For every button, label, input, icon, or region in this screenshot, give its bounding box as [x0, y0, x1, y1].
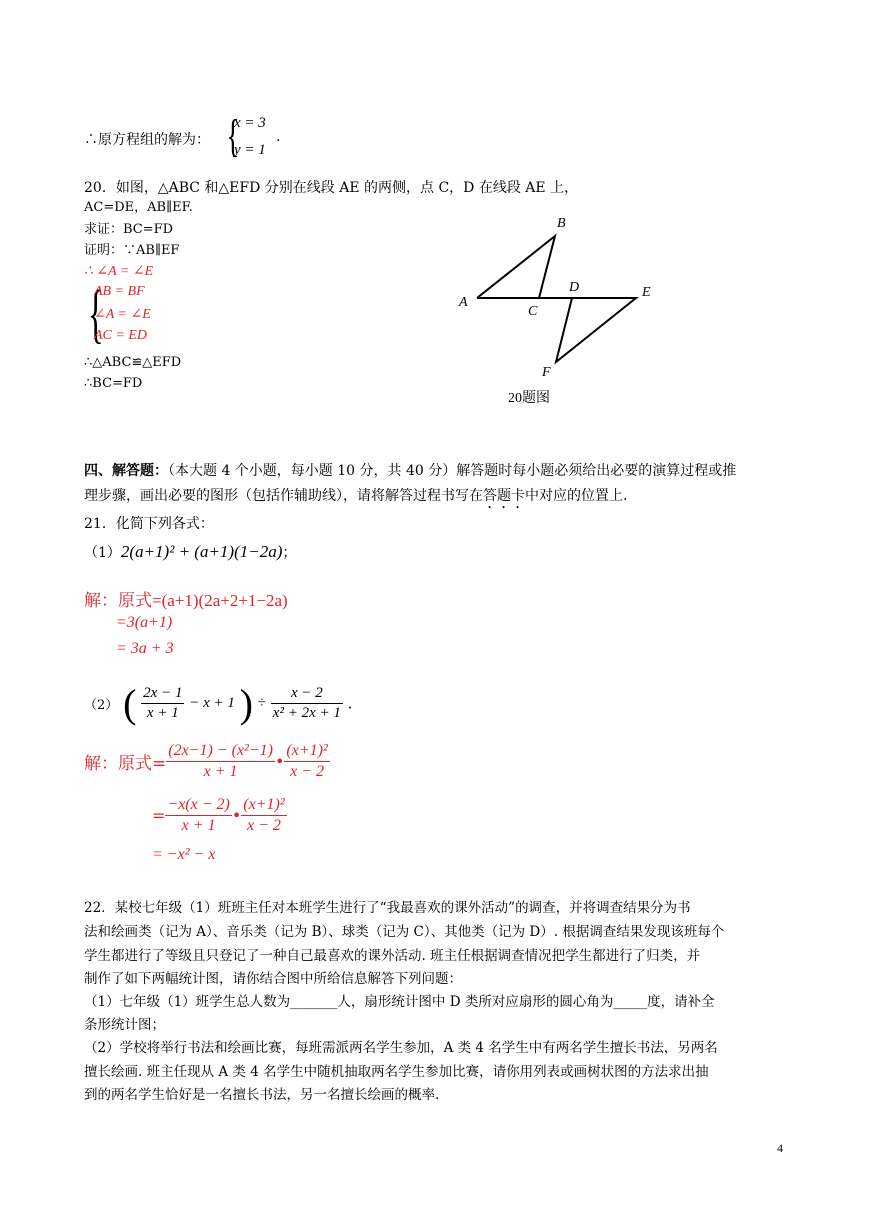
q21-part1: [84, 542, 296, 562]
label-c: C: [528, 304, 538, 319]
q21-solution2-line3: = −x² − x: [152, 846, 216, 863]
q21-part1-end: ；: [282, 545, 297, 561]
label-d: D: [569, 280, 580, 295]
q22-line1: 22．某校七年级（1）班班主任对本班学生进行了“我最喜欢的课外活动”的调查，并将调查结果分为书: [84, 900, 691, 916]
label-f: F: [542, 365, 551, 380]
q20-system-line1: AB = BF: [94, 284, 145, 299]
q20-system: [84, 277, 184, 350]
paren-close: ): [239, 681, 253, 726]
q20-step1: ∴ ∠A = ∠E: [84, 264, 154, 279]
q21-part2-num2: x − 2: [271, 685, 343, 704]
solution-suffix: .: [276, 129, 281, 145]
figure-20-diagram: [450, 212, 670, 412]
q22-line6: 条形统计图；: [84, 1017, 165, 1033]
q22-line9: 到的两名学生恰好是一名擅长书法，另一名擅长绘画的概率.: [84, 1087, 440, 1103]
section4-desc1: （本大题 4 个小题，每小题 10 分，共 40 分）解答题时每小题必须给出必要的演算过程或推: [168, 463, 737, 479]
q20-stem-line1: 20．如图，△ABC 和△EFD 分别在线段 AE 的两侧，点 C，D 在线段 AE 上，: [84, 180, 579, 196]
q21-solution2-l2-num1: −x(x − 2): [165, 796, 231, 816]
q20-system-line2: ∠A = ∠E: [94, 307, 151, 322]
q21-solution1-line3: = 3a + 3: [116, 640, 174, 657]
q21-solution2-l2-den2: x − 2: [247, 817, 281, 834]
q22-line4: 制作了如下两幅统计图，请你结合图中所给信息解答下列问题：: [84, 971, 462, 987]
q20-system-line3: AC = ED: [94, 328, 147, 343]
paren-open: (: [123, 681, 137, 726]
q21-part2: [84, 680, 352, 727]
q21-solution2-l2-num2: (x+1)²: [241, 796, 286, 816]
q21-solution2-l2-den1: x + 1: [181, 817, 216, 834]
solution-eq1: x = 3: [234, 115, 266, 131]
q21-solution2-l2-frac1: [165, 796, 231, 835]
q21-solution2-frac1: [166, 742, 275, 781]
q20-conclusion: ∴BC=FD: [84, 376, 143, 391]
system-brace: {: [226, 110, 240, 161]
q21-solution1-line1: 解：原式=(a+1)(2a+2+1−2a): [84, 591, 288, 610]
q21-solution2-line1: [84, 742, 330, 781]
q20-congruent: ∴△ABC≌△EFD: [84, 355, 182, 370]
figure-20: [450, 212, 670, 412]
solution-prefix: ∴原方程组的解为：: [84, 132, 210, 148]
q21-solution2-prefix: 解：原式=: [84, 754, 167, 774]
label-a: A: [459, 295, 468, 310]
q21-solution2-den2: x − 2: [290, 763, 325, 780]
section4-desc2c: 中对应的位置上.: [525, 488, 628, 504]
q20-system-brace: {: [87, 277, 104, 350]
page-number: 4: [777, 1141, 783, 1155]
q22-line2: 法和绘画类（记为 A）、音乐类（记为 B）、球类（记为 C）、其他类（记为 D）. 根据调查结果发现该班每个: [84, 924, 725, 940]
section4-line1: [84, 460, 736, 482]
q21-solution1-line2: =3(a+1): [116, 614, 173, 631]
q21-part2-label: （2）: [84, 698, 119, 713]
q21-part2-num1: 2x − 1: [141, 685, 184, 704]
q21-solution2-num1: (2x−1) − (x²−1): [166, 742, 275, 762]
q21-solution2-frac2: [284, 742, 329, 781]
q22-line7: （2）学校将举行书法和绘画比赛，每班需派两名学生参加，A 类 4 名学生中有两名学生擅长书法，另两名: [84, 1040, 718, 1056]
label-b: B: [557, 216, 566, 231]
q21-part2-div: ÷: [257, 695, 267, 711]
triangle-dfe: [556, 298, 636, 362]
q20-prove: 求证：BC=FD: [84, 222, 174, 237]
section4-desc2b: 答题卡: [483, 488, 525, 504]
figure-20-caption: 20题图: [508, 391, 550, 406]
triangle-abc: [477, 236, 555, 298]
q21-stem: 21．化简下列各式：: [84, 516, 214, 532]
equals-sign: =: [152, 806, 166, 825]
label-e: E: [642, 285, 651, 300]
q21-solution2-l2-frac2: [241, 796, 286, 835]
multiply-dot: •: [231, 806, 242, 825]
q22-line3: 学生都进行了等级且只登记了一种自己最喜欢的课外活动. 班主任根据调查情况把学生都进行了归类，并: [84, 948, 701, 964]
q21-part1-label: （1）: [84, 545, 121, 561]
q20-stem-line2: AC=DE，AB∥EF.: [84, 200, 193, 215]
q21-solution2-num2: (x+1)²: [284, 742, 329, 762]
q21-part2-den2: x² + 2x + 1: [272, 705, 341, 721]
q22-line8: 擅长绘画. 班主任现从 A 类 4 名学生中随机抽取两名学生参加比赛，请你用列表或画树状图的方法求出抽: [84, 1064, 709, 1080]
q21-part2-frac2: [271, 685, 343, 722]
q21-part1-expr: 2(a+1)² + (a+1)(1−2a): [120, 542, 283, 561]
solution-eq2: y = 1: [234, 142, 266, 158]
q21-solution2-den1: x + 1: [203, 763, 238, 780]
q21-part2-den1: x + 1: [146, 705, 179, 721]
q21-part2-end: .: [347, 694, 353, 713]
section4-desc2a: 理步骤，画出必要的图形（包括作辅助线），请将解答过程书写在: [84, 488, 483, 504]
multiply-dot: •: [274, 752, 285, 771]
q21-part2-frac1: [141, 685, 184, 722]
q20-proof-start: 证明：∵AB∥EF: [84, 243, 180, 258]
q21-part2-mid: − x + 1: [189, 695, 235, 711]
section4-line2: [84, 485, 627, 512]
q22-line5: （1）七年级（1）班学生总人数为_______人，扇形统计图中 D 类所对应扇形的圆心角为_____度，请补全: [84, 994, 715, 1010]
q21-solution2-line2: [152, 796, 287, 835]
section4-title: 四、解答题：: [84, 463, 168, 479]
